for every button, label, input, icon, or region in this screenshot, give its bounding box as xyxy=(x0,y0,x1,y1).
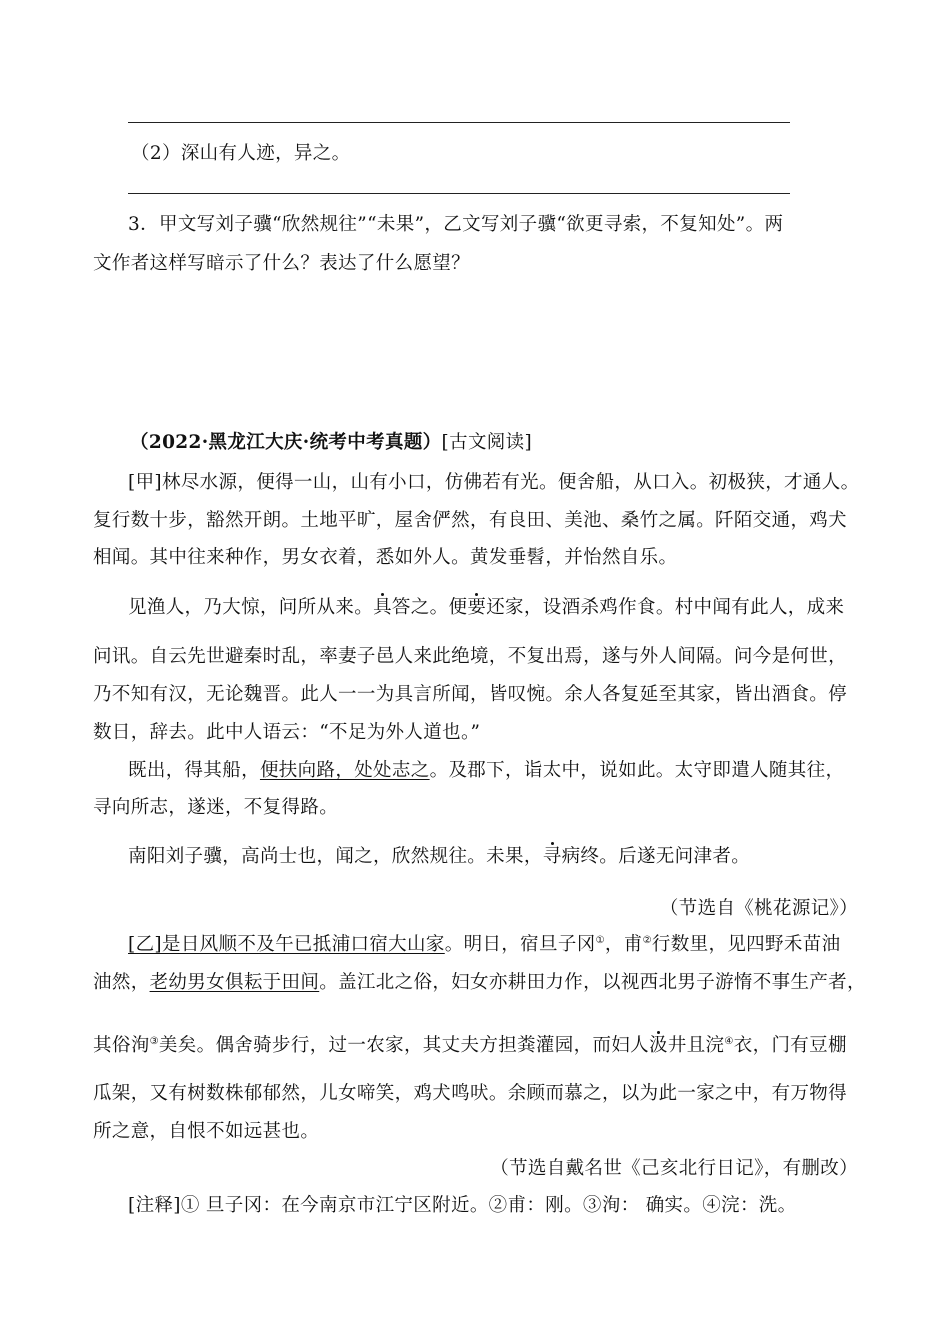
dotted-char: 汲 xyxy=(649,1035,668,1056)
yi-line-3 xyxy=(93,1037,847,1056)
jia-p2-line-1 xyxy=(128,599,844,618)
dotted-char: 寻 xyxy=(542,846,562,867)
source-bold: （2022·黑龙江大庆·统考中考真题） xyxy=(130,432,442,453)
text-span: 。明日，宿旦子冈 xyxy=(444,934,596,955)
footnote-mark: ③ xyxy=(149,1036,159,1047)
jia-p2-line-4: 数日，辞去。此中人语云：“不足为外人道也。” xyxy=(93,722,481,743)
text-span: 既出，得其船， xyxy=(128,760,260,781)
text-span: 答之。便 xyxy=(391,597,468,618)
footnote-mark: ① xyxy=(595,935,605,946)
footnote-mark: ④ xyxy=(724,1036,734,1047)
dotted-char: 具 xyxy=(373,597,392,618)
yi-line-2 xyxy=(93,974,866,993)
jia-p2-line-3: 乃不知有汉，无论魏晋。此人一一为具言所闻，皆叹惋。余人各复延至其家，皆出酒食。停 xyxy=(93,684,848,705)
text-span: ，甫 xyxy=(604,934,643,955)
jia-p3-line-1 xyxy=(128,762,844,781)
jia-p1-line-2: 复行数十步，豁然开朗。土地平旷，屋舍俨然，有良田、美池、桑竹之属。阡陌交通，鸡犬 xyxy=(93,510,848,531)
text-span: 其俗洵 xyxy=(93,1035,150,1056)
text-span: 油然， xyxy=(93,972,150,993)
jia-source: （节选自《桃花源记》） xyxy=(659,898,858,919)
jia-p1-line-3: 相闻。其中往来种作，男女衣着，悉如外人。黄发垂髫，并怡然自乐。 xyxy=(93,547,678,568)
annotation-notes: [注释]① 旦子冈：在今南京市江宁区附近。②甫：刚。③洵： 确实。④浣：洗。 xyxy=(128,1195,797,1216)
text-span: 美矣。偶舍骑步行，过一农家，其丈夫方担粪灌园，而妇人 xyxy=(158,1035,649,1056)
text-span: 病终。后遂无问津者。 xyxy=(561,846,751,867)
underlined-sentence: 老幼男女俱耘于田间 xyxy=(149,972,320,993)
question-3-line-2: 文作者这样写暗示了什么？表达了什么愿望？ xyxy=(93,253,471,274)
text-span: 。及郡下，诣太中，说如此。太守即遣人随其往， xyxy=(429,760,845,781)
question-2-item: （2）深山有人迹，异之。 xyxy=(131,143,351,164)
source-heading xyxy=(130,434,532,453)
underlined-sentence: 便扶向路，处处志之 xyxy=(259,760,430,781)
answer-line-1 xyxy=(128,122,790,123)
text-span: 。盖江北之俗，妇女亦耕田力作，以视西北男子游惰不事生产者， xyxy=(319,972,866,993)
jia-p3-line-2: 寻向所志，遂迷，不复得路。 xyxy=(93,797,339,818)
question-3-line-1: 3．甲文写刘子骥“欣然规往”“未果”，乙文写刘子骥“欲更寻索，不复知处”。两 xyxy=(128,214,784,235)
text-span: 行数里，见四野禾苗油 xyxy=(651,934,841,955)
text-span: 见渔人，乃大惊，问所从来。 xyxy=(128,597,374,618)
yi-line-4: 瓜架，又有树数株郁郁然，儿女啼笑，鸡犬鸣吠。余顾而慕之，以为此一家之中，有万物得 xyxy=(93,1083,848,1104)
jia-p4-line-1 xyxy=(128,848,750,867)
underlined-sentence: [乙]是日风顺不及午已抵浦口宿大山家 xyxy=(128,934,445,955)
source-tag: [古文阅读] xyxy=(441,432,533,453)
text-span: 井且浣 xyxy=(667,1035,725,1056)
jia-p2-line-2: 问讯。自云先世避秦时乱，率妻子邑人来此绝境，不复出焉，遂与外人间隔。问今是何世， xyxy=(93,646,848,667)
jia-p1-line-1: [甲]林尽水源，便得一山，山有小口，仿佛若有光。便舍船，从口入。初极狭，才通人。 xyxy=(128,472,860,493)
answer-line-2 xyxy=(128,193,790,194)
yi-line-5: 所之意，自恨不如远甚也。 xyxy=(93,1121,320,1142)
yi-line-1 xyxy=(128,936,840,955)
text-span: 还家，设酒杀鸡作食。村中闻有此人，成来 xyxy=(486,597,845,618)
footnote-mark: ② xyxy=(642,935,652,946)
yi-source: （节选自戴名世《己亥北行日记》，有删改） xyxy=(490,1158,858,1179)
text-span: 南阳刘子骥，高尚士也，闻之，欣然规往。未果， xyxy=(128,846,543,867)
dotted-char: 要 xyxy=(467,597,487,618)
text-span: 衣，门有豆棚 xyxy=(733,1035,847,1056)
